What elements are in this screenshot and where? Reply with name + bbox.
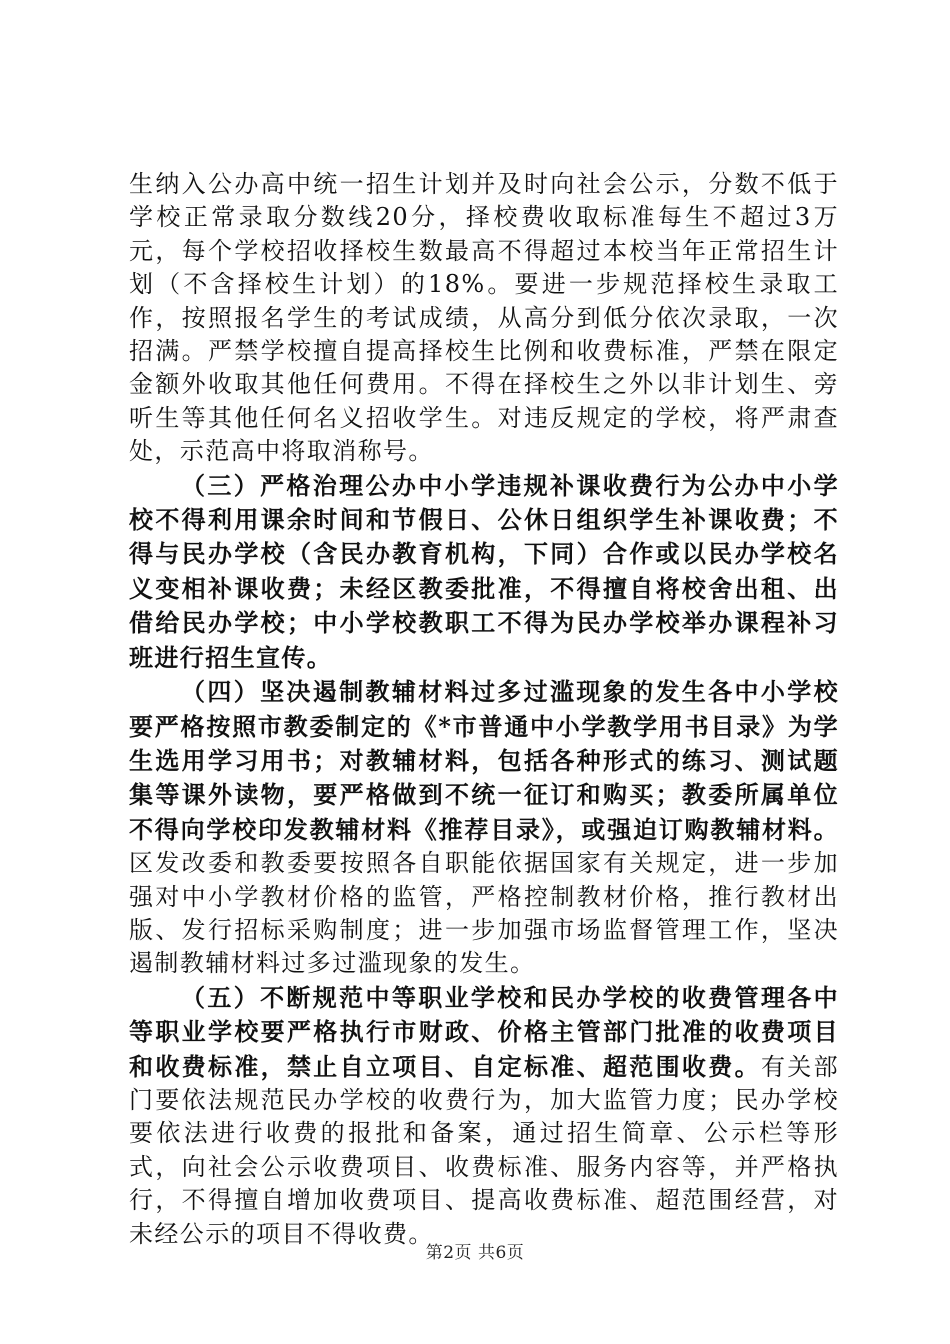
section-body-5: 有关部门要依法规范民办学校的收费行为，加大监管力度；民办学校要依法进行收费的报批和备案，通过招生简章、公示栏等形式，向社会公示收费项目、收费标准、服务内容等，并严格执行，不得擅自增加收费项目、提高收费标准、超范围经营，对未经公示的项目不得收费。 bbox=[129, 1052, 839, 1248]
section-body-bold-4: 各中小学校要严格按照市教委制定的《*市普通中小学教学用书目录》为学生选用学习用书；对教辅材料，包括各种形式的练习、测试题集等课外读物，要严格做到不统一征订和购买；教委所属单位不得向学校印发教辅材料《推荐目录》，或强迫订购教辅材料。 bbox=[129, 677, 840, 844]
section-body-bold-3: 公办中小学校不得利用课余时间和节假日、公休日组织学生补课收费；不得与民办学校（含民办教育机构，下同）合作或以民办学校名义变相补课收费；未经区教委批准，不得擅自将校舍出租、出借给民办学校；中小学校教职工不得为民办学校举办课程补习班进行招生宣传。 bbox=[129, 470, 840, 672]
paragraph-section-4 bbox=[129, 675, 839, 981]
section-body-bold-5: 各中等职业学校要严格执行市财政、价格主管部门批准的收费项目和收费标准，禁止自立项目、自定标准、超范围收费。 bbox=[129, 982, 839, 1081]
document-body bbox=[129, 168, 839, 1251]
section-heading-4: （四）坚决遏制教辅材料过多过滥现象的发生 bbox=[181, 677, 709, 707]
section-heading-3: （三）严格治理公办中小学违规补课收费行为 bbox=[181, 470, 709, 500]
section-heading-5: （五）不断规范中等职业学校和民办学校的收费管理 bbox=[181, 982, 788, 1012]
paragraph-admission-rules bbox=[129, 168, 839, 469]
page-number-footer: 第2页 共6页 bbox=[425, 1243, 525, 1263]
paragraph-text: 生纳入公办高中统一招生计划并及时向社会公示，分数不低于学校正常录取分数线20分，择校费收取标准每生不超过3万元，每个学校招收择校生数最高不得超过本校当年正常招生计划（不含择校生计划）的18%。要进一步规范择校生录取工作，按照报名学生的考试成绩，从高分到低分依次录取，一次招满。严禁学校擅自提高择校生比例和收费标准，严禁在限定金额外收取其他任何费用。不得在择校生之外以非计划生、旁听生等其他任何名义招收学生。对违反规定的学校，将严肃查处，示范高中将取消称号。 bbox=[129, 170, 839, 466]
paragraph-section-5 bbox=[129, 981, 839, 1251]
section-body-4: 区发改委和教委要按照各自职能依据国家有关规定，进一步加强对中小学教材价格的监管，严格控制教材价格，推行教材出版、发行招标采购制度；进一步加强市场监督管理工作，坚决遏制教辅材料过多过滥现象的发生。 bbox=[129, 849, 839, 978]
paragraph-section-3 bbox=[129, 469, 839, 675]
